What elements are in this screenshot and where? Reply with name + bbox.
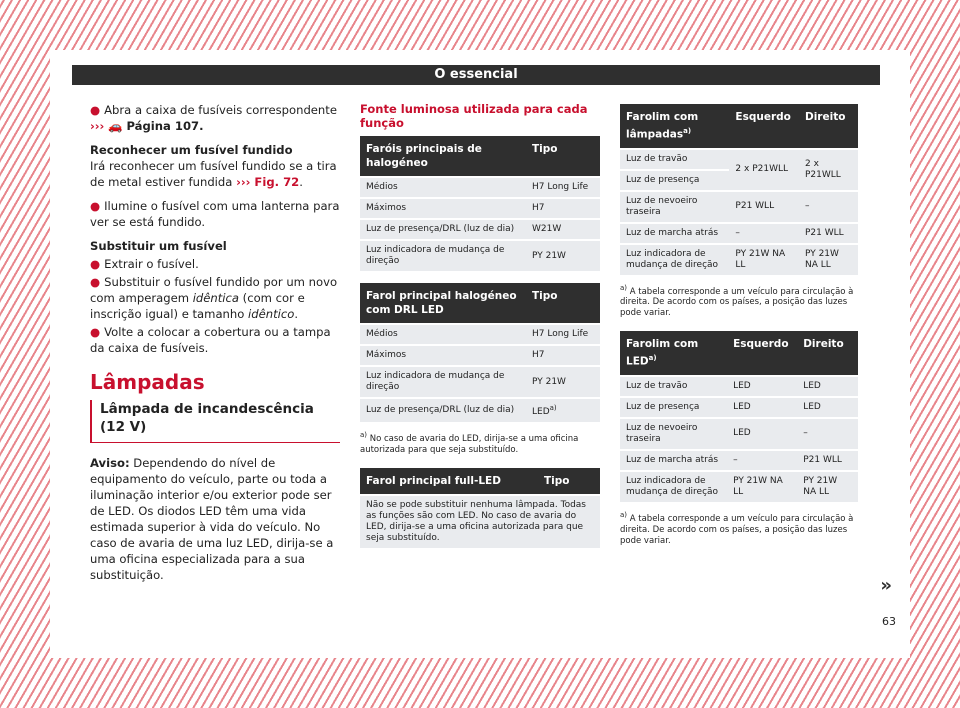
table-row: Médios H7 Long Life	[360, 178, 600, 197]
text-recognize: Irá reconhecer um fusível fundido se a tira de metal estiver fundida ››› Fig. 72.	[90, 159, 337, 189]
table-row: Luz de presença/DRL (luz de dia) W21W	[360, 220, 600, 239]
fig-link[interactable]: ››› Fig. 72	[236, 175, 300, 189]
table-row: Não se pode substituir nenhuma lâmpada. Todas as funções são com LED. No caso de avaria do LED, dirija-se a uma oficina autorizada para que seja substituído.	[360, 496, 600, 548]
table-row: Luz de presença	[620, 171, 858, 190]
table-row: Máximos H7	[360, 199, 600, 218]
page	[50, 50, 910, 658]
table-row: Luz de presença LED LED	[620, 398, 858, 417]
footnote: $^{a)}$ A tabela corresponde a um veículo para circulação à direita. De acordo com os países, a posição das luzes pode variar.	[620, 510, 854, 546]
right-column	[620, 102, 858, 557]
table-row: Luz indicadora de mudança de direção PY 21W NA LL PY 21W NA LL	[620, 245, 858, 275]
table-row: Luz indicadora de mudança de direção PY 21W NA LL PY 21W NA LL	[620, 472, 858, 502]
table-halogen-drl: Farol principal halogéneo com DRL LED Tipo Médios H7 Long Life Máximos H7 Luz indicadora de mudança de direção PY 21W Luz de presença/DRL (luz de dia) LED$^{a)}$	[360, 281, 600, 424]
footnote: $^{a)}$ A tabela corresponde a um veículo para circulação à direita. De acordo com os países, a posição das luzes pode variar.	[620, 283, 854, 319]
table-row: Luz de nevoeiro traseira LED –	[620, 419, 858, 449]
bullet-illuminate: ● Ilumine o fusível com uma lanterna para ver se está fundido.	[90, 199, 340, 229]
table-rear-bulbs: Farolim com lâmpadas$^{a)}$ Esquerdo Direito Luz de travão 2 x P21WLL 2 x P21WLL Luz de presença Luz de nevoeiro traseira P21 WLL – Luz de marcha atrás – P21 WLL Luz indicadora de mudança de direção PY 21W NA LL PY 21W NA LL	[620, 102, 858, 277]
section-title: Lâmpadas	[90, 370, 205, 394]
bullet-cover: ● Volte a colocar a cobertura ou a tampa da caixa de fusíveis.	[90, 325, 331, 355]
continue-arrow-icon: »	[880, 575, 892, 596]
table-row: Luz indicadora de mudança de direção PY 21W	[360, 241, 600, 271]
bullet-open-fusebox: ● Abra a caixa de fusíveis correspondente ››› 🚗 Página 107.	[90, 103, 337, 133]
page-ref[interactable]: Página 107.	[126, 119, 204, 133]
table-row: Luz de presença/DRL (luz de dia) LED$^{a)}$	[360, 399, 600, 422]
bullet-extract: ● Extrair o fusível.	[90, 257, 199, 271]
table-rear-led: Farolim com LED$^{a)}$ Esquerdo Direito Luz de travão LED LED Luz de presença LED LED Luz de nevoeiro traseira LED – Luz de marcha atrás – P21 WLL Luz indicadora de mudança de direção PY 21W NA LL PY 21W NA LL	[620, 329, 858, 504]
table-halogen: Faróis principais de halogéneo Tipo Médios H7 Long Life Máximos H7 Luz de presença/DRL (luz de dia) W21W Luz indicadora de mudança de direção PY 21W	[360, 134, 600, 273]
car-icon: 🚗	[108, 119, 123, 133]
subsection-title: Lâmpada de incandescência (12 V)	[90, 400, 340, 443]
table-row: Luz de marcha atrás – P21 WLL	[620, 224, 858, 243]
table-row: Luz de travão 2 x P21WLL 2 x P21WLL	[620, 150, 858, 169]
heading-replace: Substituir um fusível	[90, 239, 227, 253]
bullet-substitute: ● Substituir o fusível fundido por um novo com amperagem idêntica (com cor e inscrição igual) e tamanho idêntico.	[90, 275, 338, 321]
table-row: Luz de travão LED LED	[620, 377, 858, 396]
footnote: $^{a)}$ No caso de avaria do LED, dirija-se a uma oficina autorizada para que seja substituído.	[360, 431, 579, 455]
warning-note: Aviso: Dependendo do nível de equipamento do veículo, parte ou toda a iluminação interior e/ou exterior pode ser de LED. Os diodos LED têm uma vida estimada superior à vida do veículo. No caso de avaria de uma luz LED, dirija-se a uma oficina especializada para a sua substituição.	[90, 456, 334, 582]
table-row: Luz de nevoeiro traseira P21 WLL –	[620, 192, 858, 222]
table-full-led: Farol principal full-LED Tipo Não se pode substituir nenhuma lâmpada. Todas as funções são com LED. No caso de avaria do LED, dirija-se a uma oficina autorizada para que seja substituído.	[360, 466, 600, 550]
table-row: Luz indicadora de mudança de direção PY 21W	[360, 367, 600, 397]
table-caption: Fonte luminosa utilizada para cada função	[360, 102, 588, 130]
table-row: Médios H7 Long Life	[360, 325, 600, 344]
table-row: Máximos H7	[360, 346, 600, 365]
table-row: Luz de marcha atrás – P21 WLL	[620, 451, 858, 470]
middle-column	[360, 102, 600, 550]
left-column	[90, 102, 340, 591]
page-number: 63	[882, 615, 896, 628]
heading-recognize: Reconhecer um fusível fundido	[90, 143, 293, 157]
page-header: O essencial	[72, 65, 880, 85]
